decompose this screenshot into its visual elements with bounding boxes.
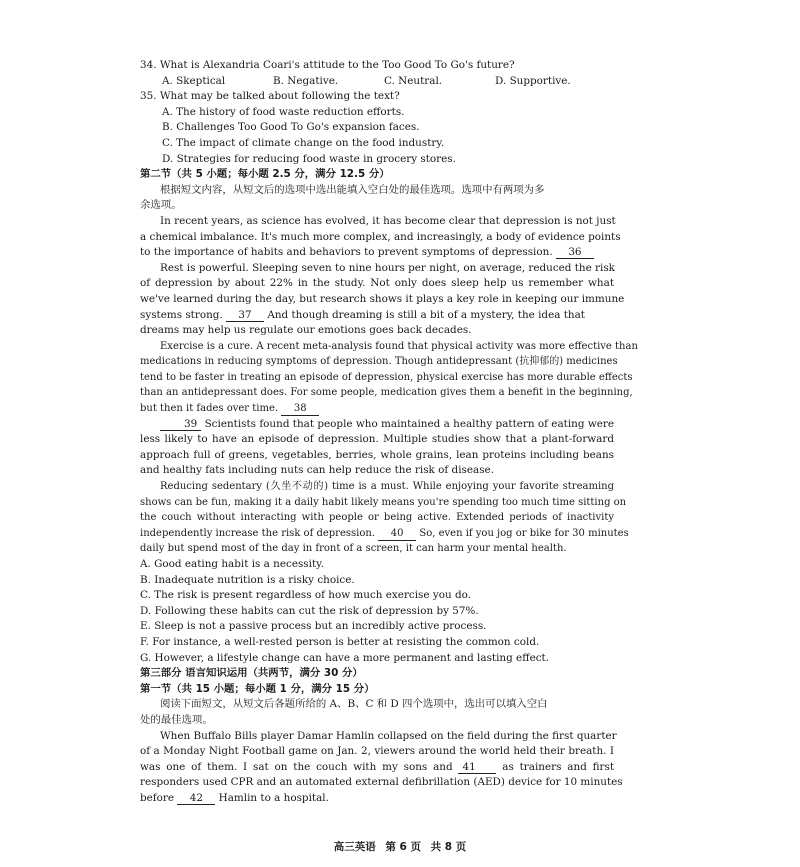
blank-40: 40 [378, 528, 416, 541]
choice-d: D. Following these habits can cut the risk of depression by 57%. [140, 604, 479, 617]
cloze-line: When Buffalo Bills player Damar Hamlin collapsed on the field during the first quarter [160, 729, 617, 742]
passage-line: In recent years, as science has evolved, it has become clear that depression is not just [160, 214, 616, 227]
footer-subject: 高三英语 [333, 841, 376, 853]
part3-heading: 第三部分 语言知识运用（共两节，满分 30 分） [140, 667, 363, 680]
choice-g: G. However, a lifestyle change can have a more permanent and lasting effect. [140, 651, 550, 664]
cloze-line [140, 760, 614, 776]
page-footer [0, 840, 800, 856]
passage-line: less likely to have an episode of depression. Multiple studies show that a plant-forward [140, 433, 614, 446]
cloze-text: Hamlin to a hospital. [218, 791, 329, 804]
passage-text: to the importance of habits and behaviors to prevent symptoms of depression. [140, 246, 553, 259]
choice-a: A. Good eating habit is a necessity. [140, 558, 324, 570]
passage-line: of depression by about 22% in the study. Not only does sleep help us remember what [140, 277, 614, 290]
cloze-text: as trainers and first [502, 760, 615, 773]
cloze-text: was one of them. I sat on the couch with my sons and [140, 760, 453, 773]
passage-text: independently increase the risk of depression. [140, 527, 375, 539]
choice-c: C. The risk is present regardless of how much exercise you do. [140, 589, 471, 602]
cloze-line: responders used CPR and an automated external defibrillation (AED) device for 10 minutes [140, 776, 623, 789]
section2-instruction: 根据短文内容，从短文后的选项中选出能填入空白处的最佳选项。选项中有两项为多 [160, 183, 545, 196]
passage-line: Exercise is a cure. A recent meta-analysis found that physical activity was more effective than [160, 340, 638, 352]
q34-option-b: B. Negative. [273, 74, 339, 87]
q34-option-d: D. Supportive. [495, 74, 571, 87]
section2-heading: 第二节（共 5 小题；每小题 2.5 分，满分 12.5 分） [140, 168, 390, 181]
passage-line: Reducing sedentary (久坐不动的) time is a must. While enjoying your favorite streaming [160, 481, 614, 493]
passage-line: and healthy fats including nuts can help reduce the risk of disease. [140, 464, 494, 477]
passage-line: daily but spend most of the day in front of a screen, it can harm your mental health. [140, 543, 567, 555]
q34-option-c: C. Neutral. [384, 74, 443, 87]
passage-text: systems strong. [140, 308, 223, 321]
passage-line: dreams may help us regulate our emotions goes back decades. [140, 324, 472, 337]
choice-f: F. For instance, a well-rested person is better at resisting the common cold. [140, 635, 540, 648]
blank-37: 37 [226, 309, 264, 322]
blank-36: 36 [556, 246, 594, 259]
choice-b: B. Inadequate nutrition is a risky choice. [140, 573, 355, 586]
passage-line: the couch without interacting with people or being active. Extended periods of inactivity [140, 512, 614, 524]
q34-stem: 34. What is Alexandria Coari's attitude to the Too Good To Go's future? [140, 59, 515, 71]
cloze-line [140, 791, 614, 807]
cloze-line: of a Monday Night Football game on Jan. 2, viewers around the world held their breath. I [140, 745, 614, 758]
q35-option-d: D. Strategies for reducing food waste in grocery stores. [162, 152, 456, 165]
q34-option-a: A. Skeptical [162, 74, 226, 87]
blank-38: 38 [281, 403, 319, 416]
cloze-text: before [140, 791, 175, 804]
q35-stem: 35. What may be talked about following the text? [140, 90, 400, 103]
passage-line: Rest is powerful. Sleeping seven to nine hours per night, on average, reduced the risk [160, 261, 615, 274]
q35-option-c: C. The impact of climate change on the food industry. [162, 136, 445, 149]
passage-line: shows can be fun, making it a daily habit likely means you're spending too much time sitting on [140, 496, 627, 508]
passage-line: we've learned during the day, but research shows it plays a key role in keeping our immune [140, 292, 625, 305]
blank-42: 42 [177, 792, 215, 805]
q35-option-a: A. The history of food waste reduction efforts. [162, 105, 405, 118]
passage-line: tend to be faster in treating an episode of depression, physical exercise has more durable effects [140, 371, 633, 383]
q35-option-b: B. Challenges Too Good To Go's expansion faces. [162, 121, 420, 134]
footer-page: 第 6 页 [385, 841, 421, 853]
footer-total: 共 8 页 [430, 841, 467, 853]
q34-options [140, 74, 614, 90]
passage-line: approach full of greens, vegetables, berries, whole grains, lean proteins including beans [140, 448, 614, 461]
part3-instruction-cont: 处的最佳选项。 [140, 713, 213, 726]
passage-line: medications in reducing symptoms of depression. Though antidepressant (抗抑郁的) medicines [140, 356, 618, 368]
passage-text: Scientists found that people who maintained a healthy pattern of eating were [204, 417, 614, 430]
passage-line: a chemical imbalance. It's much more complex, and increasingly, a body of evidence points [140, 230, 621, 243]
passage-line: than an antidepressant does. For some people, medication gives them a benefit in the beginning, [140, 387, 633, 399]
passage-line [140, 401, 614, 417]
part3-instruction: 阅读下面短文，从短文后各题所给的 A、B、C 和 D 四个选项中，选出可以填入空白 [160, 698, 548, 711]
blank-41: 41 [458, 761, 496, 774]
section2-instruction-cont: 余选项。 [140, 199, 182, 212]
part3-section1-heading: 第一节（共 15 小题；每小题 1 分，满分 15 分） [140, 682, 375, 695]
passage-line [140, 417, 614, 433]
passage-line [140, 245, 614, 261]
passage-text: but then it fades over time. [140, 403, 279, 415]
passage-text: And though dreaming is still a bit of a mystery, the idea that [267, 308, 585, 321]
passage-text: So, even if you jog or bike for 30 minutes [419, 527, 629, 539]
choice-e: E. Sleep is not a passive process but an incredibly active process. [140, 620, 487, 633]
passage-line [140, 526, 629, 542]
passage-line [140, 308, 614, 324]
blank-39: 39 [160, 418, 201, 431]
